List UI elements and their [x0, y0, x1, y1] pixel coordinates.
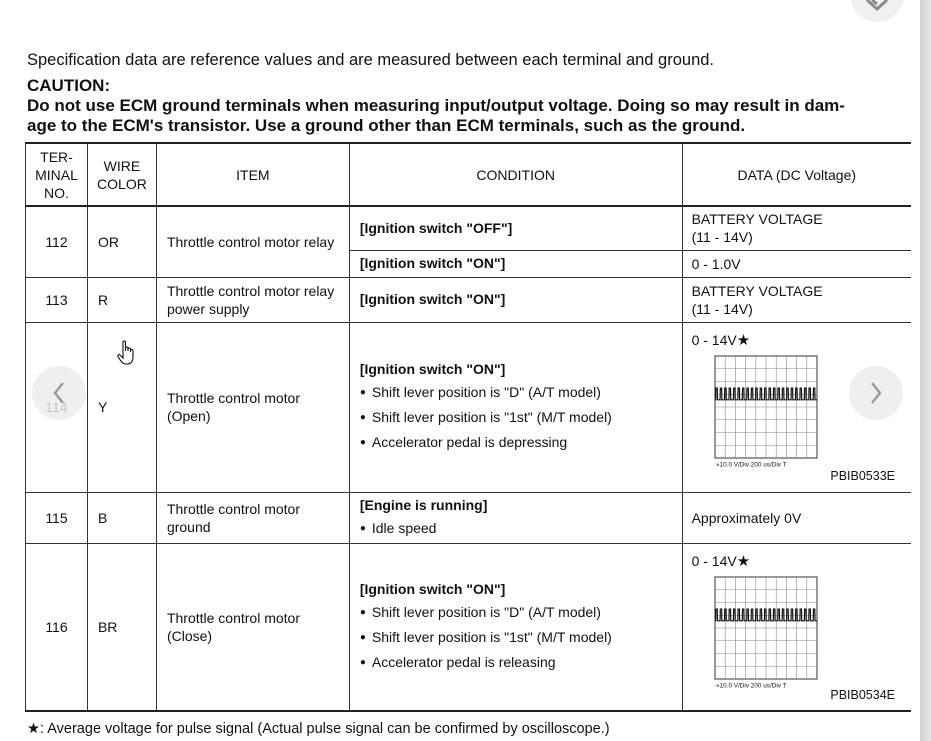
condition-heading: [Engine is running] — [359, 496, 488, 513]
data-line: (11 - 14V) — [691, 229, 753, 246]
oscilloscope-graph — [714, 355, 818, 470]
col-header-item: ITEM — [156, 143, 349, 206]
scope-waveform — [715, 609, 817, 621]
data-cell — [682, 543, 911, 711]
caution-line: age to the ECM's transistor. Use a ground other than ECM terminals, such as the ground. — [27, 116, 746, 135]
table-row — [26, 322, 912, 492]
item-cell — [156, 277, 349, 322]
condition-cell — [349, 543, 682, 711]
intro-text: Specification data are reference values and are measured between each terminal and ground. — [27, 51, 715, 69]
header-line: WIRE — [103, 157, 141, 174]
condition-bullet: ● Accelerator pedal is releasing — [360, 651, 682, 676]
table-row — [26, 543, 912, 711]
col-header-data: DATA (DC Voltage) — [682, 143, 911, 206]
star-icon: ★ — [736, 552, 751, 570]
footnote-text: : Average voltage for pulse signal (Actual pulse signal can be confirmed by oscilloscope.) — [40, 721, 610, 737]
wire-cell: Y — [87, 322, 156, 492]
footnote — [27, 721, 610, 737]
header-line: NO. — [44, 184, 69, 201]
item-line: (Open) — [166, 408, 211, 424]
condition-bullet: ● Shift lever position is "D" (A/T model) — [360, 381, 682, 406]
item-line: Throttle control motor — [166, 609, 300, 626]
chevron-left-icon — [52, 381, 66, 405]
header-row — [26, 143, 912, 206]
table-row — [26, 206, 912, 250]
data-cell: Approximately 0V — [682, 492, 911, 543]
item-cell — [156, 543, 349, 711]
data-cell — [682, 277, 911, 322]
condition-cell: [Ignition switch "ON"] — [349, 277, 682, 322]
wire-cell: OR — [87, 206, 156, 277]
figure-code: PBIB0534E — [830, 687, 895, 702]
condition-cell — [349, 492, 682, 543]
terminal-cell: 112 — [26, 206, 88, 277]
data-line: BATTERY VOLTAGE — [691, 211, 823, 228]
data-cell: 0 - 1.0V — [682, 250, 911, 277]
condition-cell — [349, 322, 682, 492]
chevron-right-icon — [869, 381, 883, 405]
header-line: TER- — [40, 148, 73, 165]
terminal-cell: 113 — [26, 277, 88, 322]
scope-voltage-label: 0 - 14V★ — [691, 552, 751, 570]
item-cell: Throttle control motor relay — [156, 206, 349, 277]
next-button[interactable] — [849, 366, 903, 420]
wire-cell: B — [87, 492, 156, 543]
header-line: COLOR — [97, 175, 147, 192]
col-header-condition: CONDITION — [349, 143, 682, 206]
wire-cell: R — [87, 277, 156, 322]
caution-heading: CAUTION: — [27, 76, 111, 95]
condition-bullet: ● Shift lever position is "1st" (M/T model) — [360, 626, 682, 651]
condition-bullet: ● Accelerator pedal is depressing — [360, 431, 682, 456]
caution-line: Do not use ECM ground terminals when measuring input/output voltage. Doing so may result in dam- — [27, 96, 845, 115]
prev-button[interactable] — [32, 366, 86, 420]
item-cell — [156, 322, 349, 492]
oscilloscope-graph — [714, 576, 818, 691]
close-icon — [864, 0, 890, 16]
condition-heading: [Ignition switch "ON"] — [359, 361, 506, 377]
data-line: BATTERY VOLTAGE — [691, 282, 823, 299]
spec-table — [25, 142, 911, 712]
terminal-cell: 116 — [26, 543, 88, 711]
col-header-terminal — [26, 143, 88, 206]
col-header-wire — [87, 143, 156, 206]
wire-cell: BR — [87, 543, 156, 711]
scope-settings-label: »10.0 V/Div 200 us/Div T — [715, 682, 787, 689]
condition-bullet: ● Shift lever position is "1st" (M/T model) — [360, 406, 682, 431]
item-line: power supply — [166, 300, 250, 317]
condition-cell: [Ignition switch "ON"] — [349, 250, 682, 277]
scope-voltage-label: 0 - 14V★ — [691, 331, 751, 349]
table-row — [26, 277, 912, 322]
item-line: Throttle control motor — [166, 500, 300, 517]
item-line: (Close) — [166, 627, 213, 644]
window-edge — [920, 0, 931, 741]
caution-text — [27, 96, 911, 136]
header-line: MINAL — [35, 166, 78, 183]
condition-cell: [Ignition switch "OFF"] — [349, 206, 682, 250]
data-cell — [682, 206, 911, 250]
condition-heading: [Ignition switch "ON"] — [359, 580, 506, 597]
data-line: (11 - 14V) — [691, 300, 753, 317]
condition-bullet: ● Idle speed — [360, 517, 682, 542]
table-row — [26, 492, 912, 543]
figure-code: PBIB0533E — [830, 468, 895, 483]
star-icon: ★ — [27, 721, 40, 737]
star-icon: ★ — [736, 331, 751, 349]
item-line: Throttle control motor — [166, 390, 300, 406]
scope-settings-label: »10.0 V/Div 200 us/Div T — [715, 461, 787, 468]
close-button[interactable] — [850, 0, 904, 22]
terminal-cell: 115 — [26, 492, 88, 543]
hand-pointer-icon — [117, 340, 137, 366]
item-line: Throttle control motor relay — [166, 282, 335, 299]
scope-waveform — [715, 388, 817, 400]
item-line: ground — [166, 518, 211, 535]
condition-bullet: ● Shift lever position is "D" (A/T model) — [360, 601, 682, 626]
oscilloscope-figure — [683, 544, 911, 710]
item-cell — [156, 492, 349, 543]
